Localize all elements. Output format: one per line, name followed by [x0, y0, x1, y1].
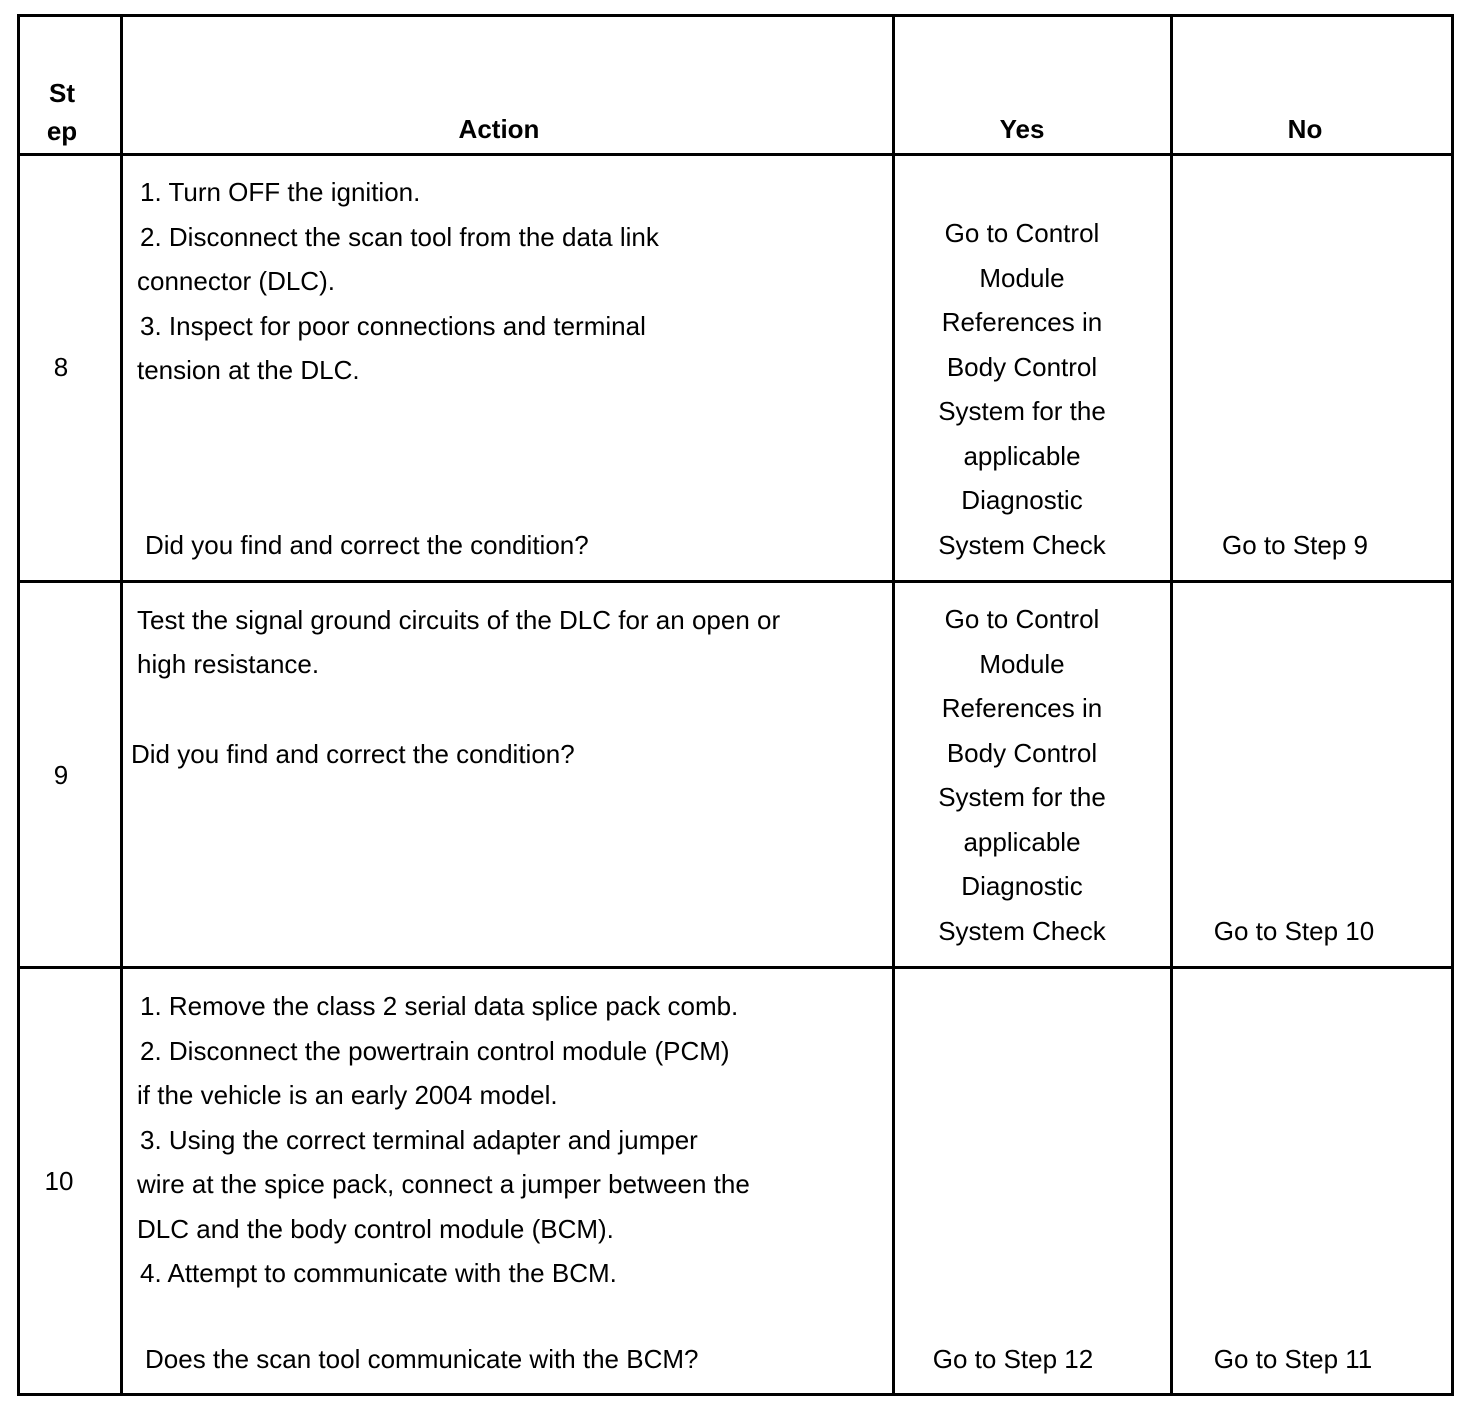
row-divider — [20, 966, 1451, 969]
yes-line: System Check — [938, 529, 1106, 560]
header-step-line2: ep — [46, 116, 78, 146]
yes-cell — [892, 211, 1152, 567]
yes-cell — [892, 597, 1152, 953]
action-line: Test the signal ground circuits of the DLC for an open or — [137, 605, 781, 635]
yes-cell: Go to Step 12 — [932, 1344, 1094, 1374]
column-divider — [1170, 17, 1173, 1393]
column-divider — [120, 17, 123, 1393]
yes-line: applicable — [963, 826, 1081, 857]
yes-line: Body Control — [946, 737, 1098, 768]
yes-line: Module — [979, 262, 1065, 293]
yes-line: System for the — [938, 396, 1106, 426]
no-cell: Go to Step 11 — [1213, 1344, 1373, 1374]
step-number: 9 — [53, 760, 69, 790]
action-question: Did you find and correct the condition? — [145, 530, 589, 560]
action-line: high resistance. — [137, 649, 320, 679]
no-cell: Go to Step 9 — [1222, 530, 1368, 560]
action-line: 2. Disconnect the powertrain control module (PCM) — [140, 1036, 730, 1066]
yes-line: Module — [979, 648, 1065, 679]
action-line: 1. Remove the class 2 serial data splice pack comb. — [140, 991, 739, 1021]
action-line: 3. Using the correct terminal adapter and jumper — [140, 1125, 698, 1155]
yes-line: Diagnostic — [961, 485, 1083, 515]
action-question: Does the scan tool communicate with the BCM? — [145, 1344, 699, 1374]
action-line: 3. Inspect for poor connections and terminal — [140, 311, 646, 341]
no-cell: Go to Step 10 — [1213, 916, 1375, 946]
row-divider — [20, 153, 1451, 156]
yes-line: References in — [941, 693, 1103, 723]
action-line: wire at the spice pack, connect a jumper between the — [137, 1169, 750, 1199]
header-no: No — [1287, 114, 1323, 144]
yes-line: Body Control — [946, 351, 1098, 382]
yes-line: Go to Control — [944, 604, 1100, 634]
yes-line: Diagnostic — [961, 871, 1083, 901]
yes-line: applicable — [963, 440, 1081, 471]
step-number: 10 — [44, 1166, 74, 1196]
step-number: 8 — [53, 352, 69, 382]
action-line: connector (DLC). — [137, 266, 335, 296]
header-action: Action — [458, 114, 540, 144]
header-step — [47, 74, 77, 150]
action-line: tension at the DLC. — [137, 355, 360, 385]
action-line: 4. Attempt to communicate with the BCM. — [140, 1258, 617, 1288]
yes-line: References in — [941, 307, 1103, 337]
header-yes: Yes — [999, 114, 1045, 144]
yes-line: System Check — [938, 915, 1106, 946]
action-line: if the vehicle is an early 2004 model. — [137, 1080, 558, 1110]
yes-line: System for the — [938, 782, 1106, 812]
action-line: 2. Disconnect the scan tool from the data link — [140, 222, 659, 252]
action-question: Did you find and correct the condition? — [131, 739, 575, 769]
row-divider — [20, 580, 1451, 583]
yes-line: Go to Control — [944, 218, 1100, 248]
action-line: 1. Turn OFF the ignition. — [140, 177, 421, 207]
header-step-line1: St — [49, 78, 75, 108]
action-line: DLC and the body control module (BCM). — [137, 1214, 614, 1244]
